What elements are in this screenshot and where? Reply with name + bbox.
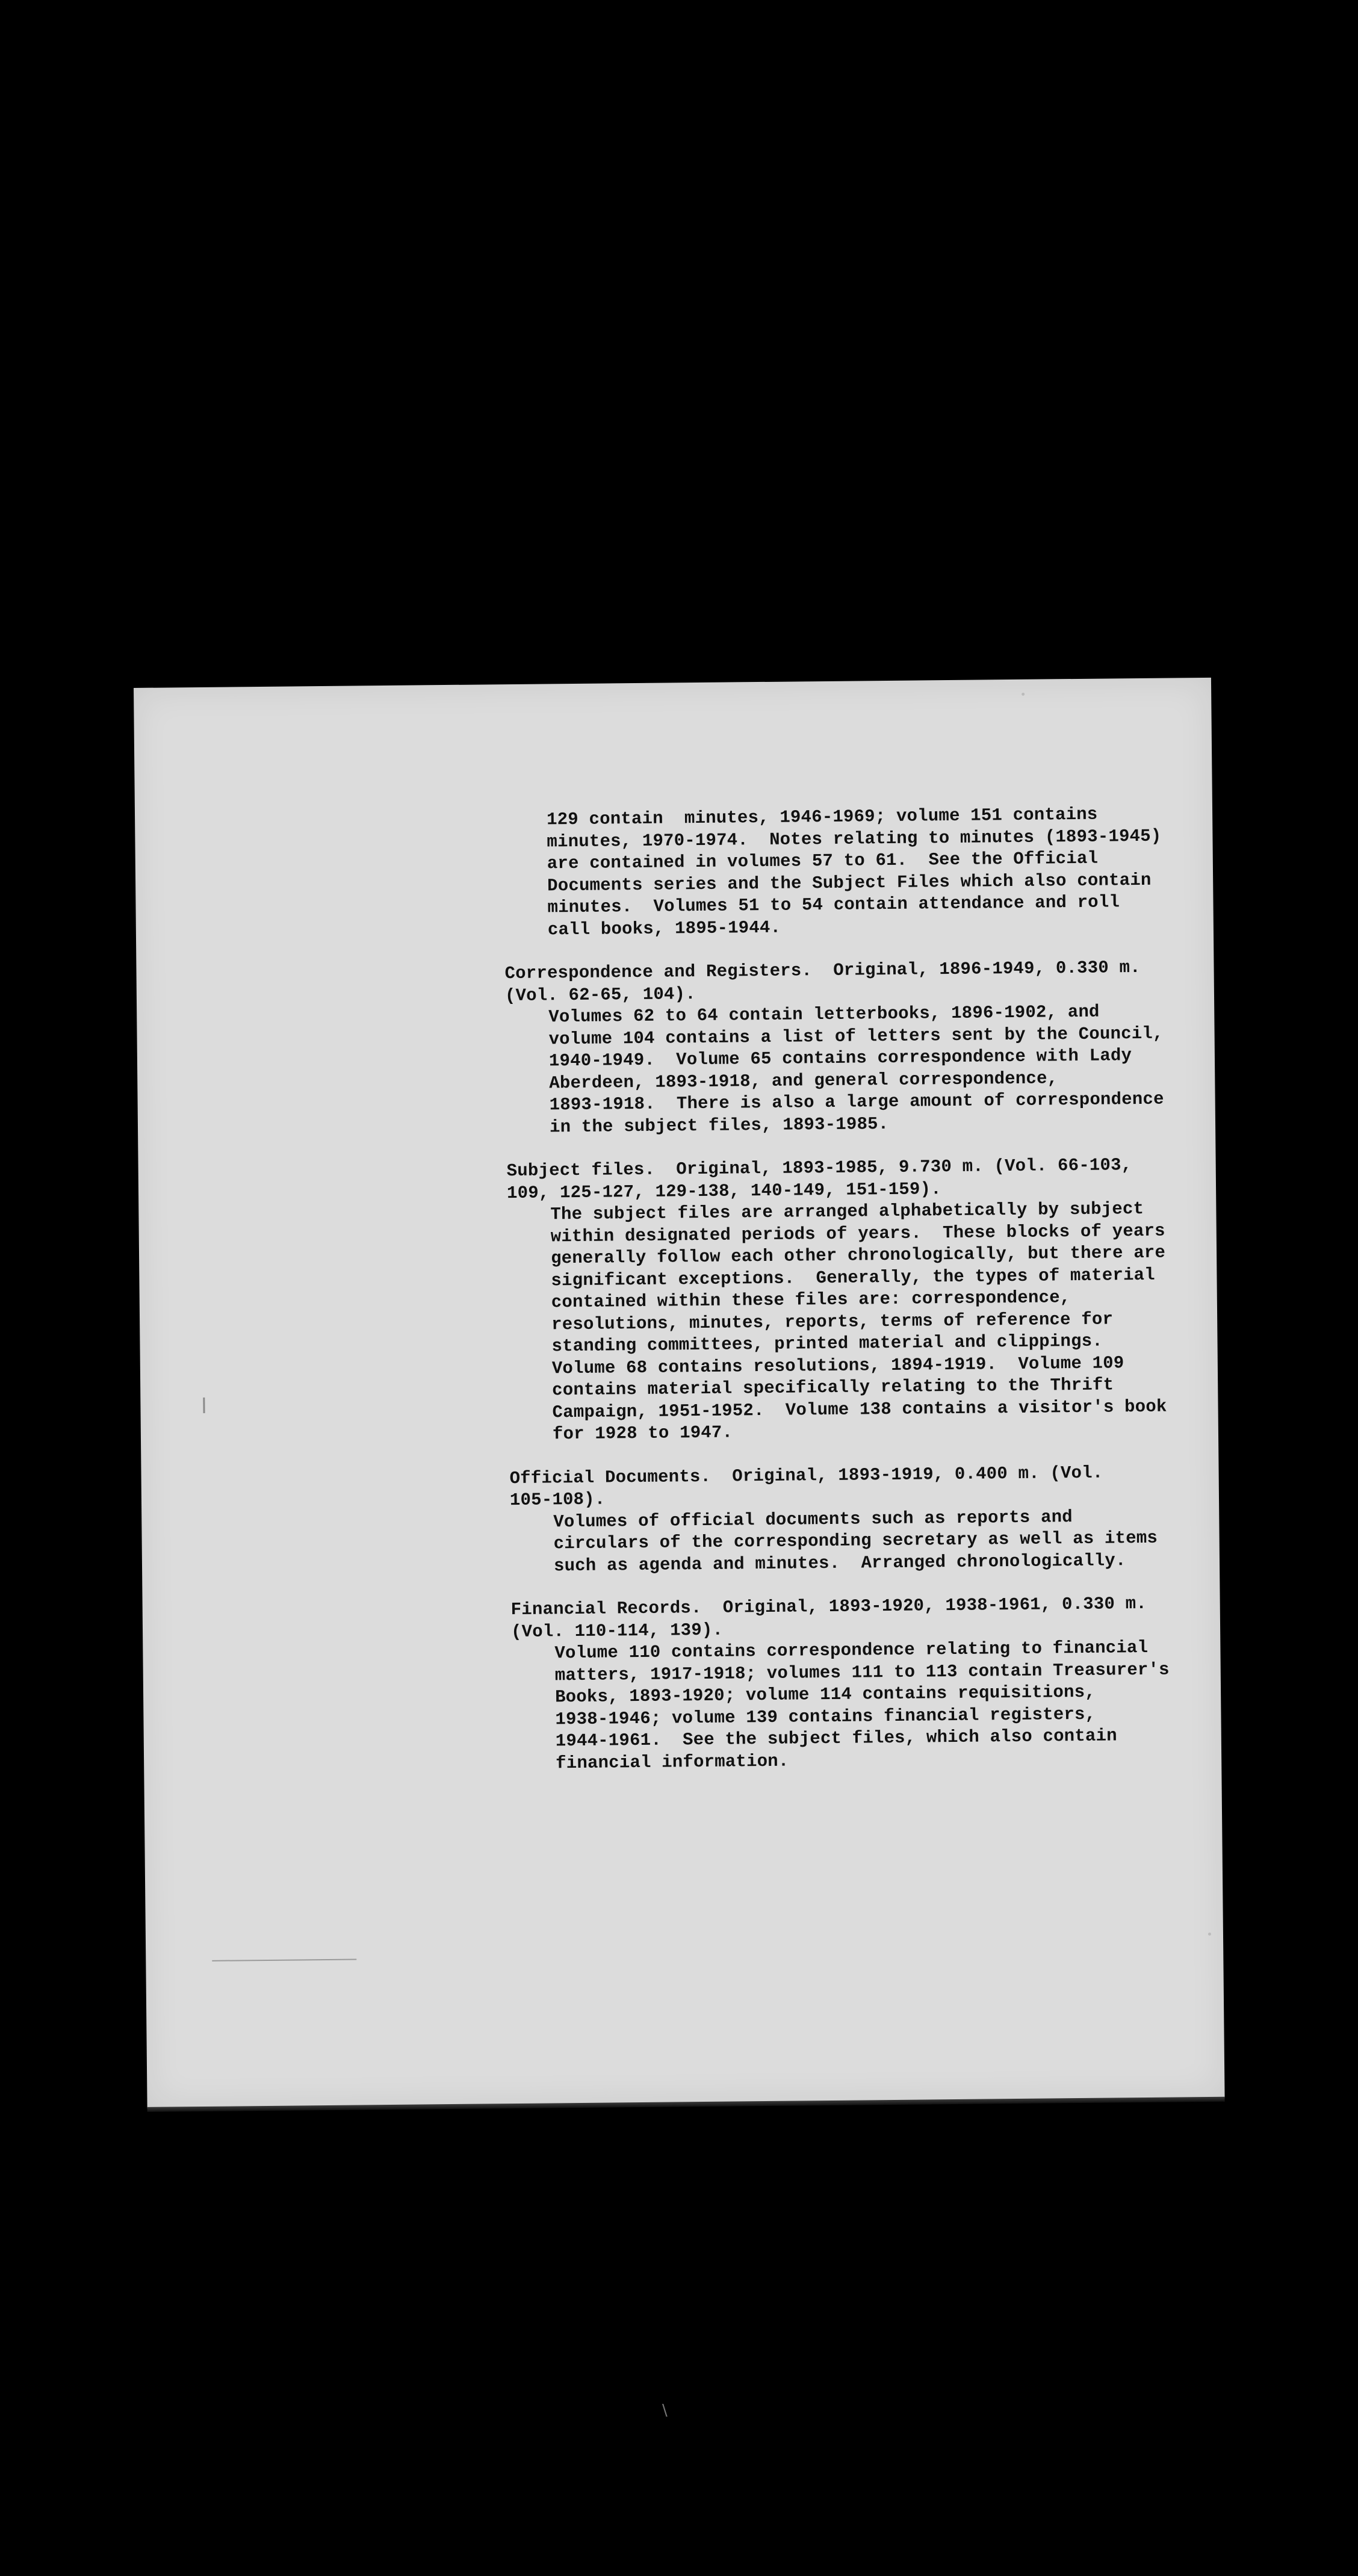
page-text	[503, 803, 1193, 1797]
entry-official-documents	[509, 1461, 1191, 1577]
entry-heading: Subject files. Original, 1893-1985, 9.730 m. (Vol. 66-103, 109, 125-127, 129-138, 140-149, 151-159).	[506, 1155, 1132, 1203]
margin-tick-mark	[203, 1398, 205, 1413]
continuation-line: call books, 1895-1944.	[547, 917, 781, 940]
entry-description: Volumes 62 to 64 contain letterbooks, 1896-1902, and volume 104 contains a list of letters sent by the Council, 1940-1949. Volume 65 contains correspondence with Lady Aberdeen, 1893-1918, and general correspondence, 1893-1918. There is also a large amount of correspondence in the subject files, 1893-1985.	[548, 1002, 1164, 1137]
entry-heading: Correspondence and Registers. Original, 1896-1949, 0.330 m. (Vol. 62-65, 104).	[504, 957, 1141, 1006]
entry-description: The subject files are arranged alphabetically by subject within designated periods of years. These blocks of years generally follow each other chronologically, but there are significant exceptions. Generally, the types of material contained within these files are: correspondence, resolutions, minutes, reports, terms of reference for standing committees, printed material and clippings. Volume 68 contains resolutions, 1894-1919. Volume 109 contains material specifically relating to the Thrift Campaign, 1951-1952. Volume 138 contains a visitor's book for 1928 to 1947.	[550, 1198, 1167, 1444]
paper-bottom-edge	[147, 2097, 1225, 2112]
paper-speck	[1208, 1933, 1211, 1936]
entry-subject-files	[507, 1154, 1190, 1446]
continuation-paragraph	[503, 803, 1185, 941]
continuation-line: minutes. Volumes 51 to 54 contain attendance and roll	[547, 892, 1120, 918]
scan-artifact-mark: \	[662, 2401, 668, 2420]
continuation-line: minutes, 1970-1974. Notes relating to minutes (1893-1945)	[547, 826, 1162, 852]
continuation-line: are contained in volumes 57 to 61. See the Official	[547, 848, 1099, 874]
margin-pencil-rule	[212, 1959, 356, 1961]
entry-correspondence-registers	[504, 956, 1186, 1139]
document-page	[134, 678, 1225, 2108]
entry-heading: Official Documents. Original, 1893-1919, 0.400 m. (Vol. 105-108).	[509, 1463, 1103, 1511]
entry-financial-records	[511, 1593, 1193, 1775]
entry-description: Volume 110 contains correspondence relating to financial matters, 1917-1918; volumes 111 to 113 contain Treasurer's Books, 1893-1920; volume 114 contains requisitions, 1938-1946; volume 139 contains financial registers, 1944-1961. See the subject files, which also contain financial information.	[554, 1637, 1170, 1773]
continuation-line: Documents series and the Subject Files which also contain	[547, 870, 1152, 896]
continuation-line: 129 contain minutes, 1946-1969; volume 151 contains	[546, 804, 1098, 830]
entry-heading: Financial Records. Original, 1893-1920, 1938-1961, 0.330 m. (Vol. 110-114, 139).	[510, 1593, 1147, 1642]
entry-description: Volumes of official documents such as reports and circulars of the corresponding secretary as well as items such as agenda and minutes. Arranged chronologically.	[553, 1506, 1158, 1576]
paper-speck	[1022, 693, 1025, 696]
